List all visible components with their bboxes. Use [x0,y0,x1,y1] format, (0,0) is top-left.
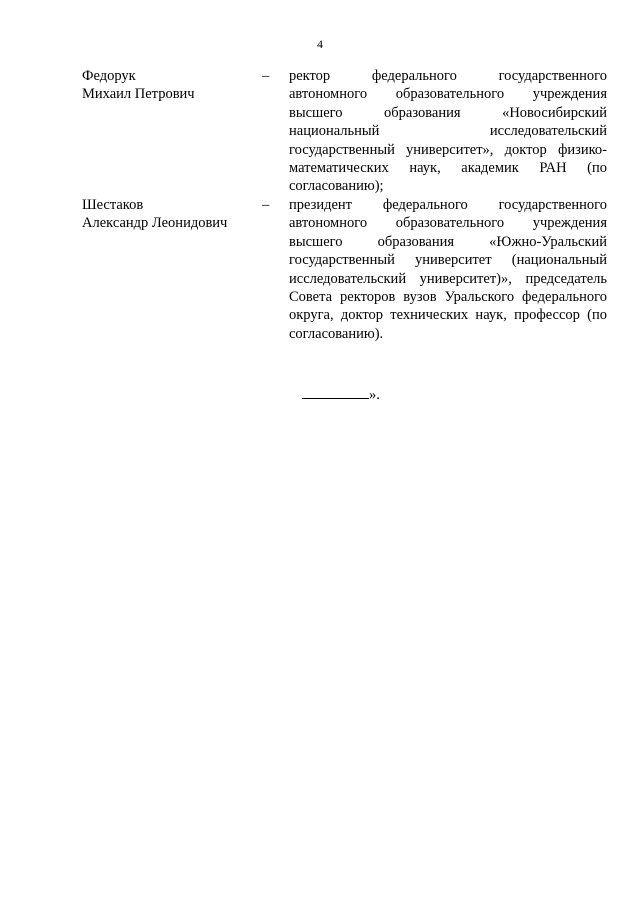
member-given-names: Михаил Петрович [82,86,195,103]
page-number: 4 [317,37,323,51]
closing-mark: ». [369,387,380,403]
member-surname: Федорук [82,68,136,84]
closing-line [302,386,380,404]
member-dash: – [262,197,270,213]
member-entry-fedoruk [82,67,608,195]
member-role: ректор федерального государственного автономного образовательного учреждения высшего образования «Новосибирский национальный исследовательский государственный университет», доктор физико-математических наук, академик РАН (по согласованию); [289,68,607,195]
signature-underline [302,386,369,399]
member-dash: – [262,68,270,84]
member-surname: Шестаков [82,197,144,213]
member-name [82,67,252,104]
member-name [82,196,252,233]
member-entry-shestakov [82,196,608,342]
member-role: президент федерального государственного автономного образовательного учреждения высшего образования «Южно-Уральский государственный университет (национальный исследовательский университет)», председатель Совета ректоров вузов Уральского федерального округа, доктор технических наук, профессор (по согласованию). [289,197,607,342]
member-given-names: Александр Леонидович [82,215,228,232]
